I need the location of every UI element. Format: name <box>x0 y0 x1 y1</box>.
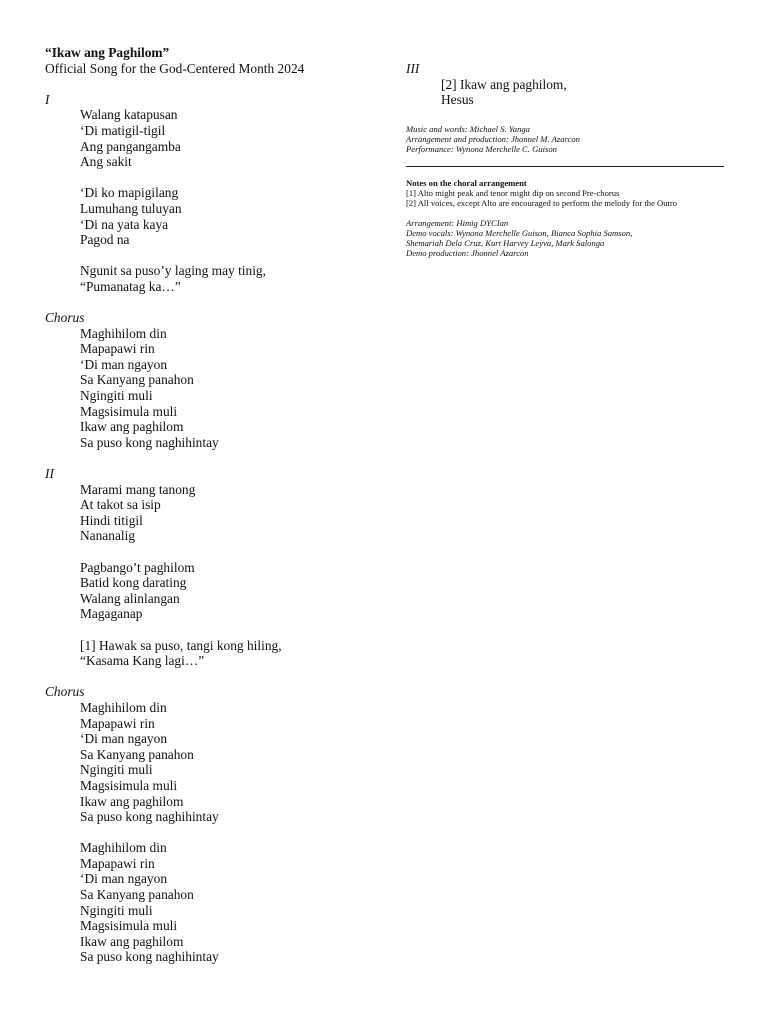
notes-title: Notes on the choral arrangement <box>406 177 527 188</box>
lyric-line: Maghihilom din <box>80 699 167 715</box>
lyric-line: Sa puso kong naghihintay <box>80 809 219 825</box>
lyric-line: Magsisimula muli <box>80 918 178 934</box>
credit-line: Arrangement and production: Jhonnel M. Azarcon <box>406 133 580 144</box>
lyric-line: Ngingiti muli <box>80 762 153 778</box>
lyric-line: Lumuhang tuluyan <box>80 200 182 216</box>
section-label: II <box>45 466 54 482</box>
lyrics-sections <box>45 92 385 965</box>
stanza <box>80 185 385 247</box>
demo-credit-line: Demo production: Jhonnel Azarcon <box>406 247 529 258</box>
note-item: [2] All voices, except Alto are encouraged to perform the melody for the Outro <box>406 197 678 208</box>
lyric-line: Maghihilom din <box>80 840 167 856</box>
lyrics-left-column <box>45 45 385 965</box>
lyric-line: Magaganap <box>80 606 143 622</box>
lyric-line: Pagod na <box>80 232 130 248</box>
lyric-line: Mapapawi rin <box>80 715 155 731</box>
lyric-line: Magsisimula muli <box>80 777 178 793</box>
lyric-line: Ngunit sa puso’y laging may tinig, <box>80 263 266 279</box>
section-label: Chorus <box>45 684 85 700</box>
lyric-line: Batid kong darating <box>80 575 187 591</box>
verse-iii <box>406 77 726 108</box>
note-item: [1] Alto might peak and tenor might dip on second Pre-chorus <box>406 187 620 198</box>
lyric-line: Ngingiti muli <box>80 388 153 404</box>
lyric-line: Marami mang tanong <box>80 481 196 497</box>
right-column <box>406 61 726 258</box>
lyric-line: At takot sa isip <box>80 497 161 513</box>
lyric-line: ‘Di man ngayon <box>80 871 168 887</box>
lyric-line: ‘Di na yata kaya <box>80 216 169 232</box>
lyric-line: Ang pangangamba <box>80 138 181 154</box>
demo-credits <box>406 218 726 258</box>
lyric-line: Walang alinlangan <box>80 590 180 606</box>
lyric-line: Ang sakit <box>80 154 132 170</box>
verse-block <box>45 107 385 294</box>
lyric-line: Sa Kanyang panahon <box>80 887 194 903</box>
lyric-line: Sa puso kong naghihintay <box>80 949 219 965</box>
lyric-line: Nananalig <box>80 528 136 544</box>
stanza <box>80 482 385 544</box>
lyric-line: Sa puso kong naghihintay <box>80 434 219 450</box>
song-title: “Ikaw ang Paghilom” <box>45 45 170 60</box>
lyric-line: Sa Kanyang panahon <box>80 746 194 762</box>
song-subtitle: Official Song for the God-Centered Month 2024 <box>45 60 305 76</box>
stanza <box>80 560 385 622</box>
lyric-line: “Kasama Kang lagi…” <box>80 653 205 669</box>
demo-credit-line: Arrangement: Himig DYCIan <box>406 217 509 228</box>
lyric-line: “Pumanatag ka…” <box>80 278 181 294</box>
section-label: I <box>45 91 50 107</box>
lyric-line: Ikaw ang paghilom <box>80 933 184 949</box>
demo-credit-line: Shemariah Dela Cruz, Kurt Harvey Leyva, Mark Salonga <box>406 237 605 248</box>
demo-credit-line: Demo vocals: Wynona Merchelle Guison, Bianca Sophia Samson, <box>406 227 633 238</box>
lyric-line: ‘Di ko mapigilang <box>80 185 179 201</box>
credit-line: Performance: Wynona Merchelle C. Guison <box>406 143 557 154</box>
verse-block <box>45 482 385 669</box>
lyric-line: [1] Hawak sa puso, tangi kong hiling, <box>80 637 282 653</box>
lyric-line: Sa Kanyang panahon <box>80 372 194 388</box>
lyric-line: Mapapawi rin <box>80 341 155 357</box>
lyric-line: Hesus <box>441 92 474 108</box>
stanza <box>80 107 385 169</box>
lyric-line: ‘Di man ngayon <box>80 731 168 747</box>
lyric-line: Ngingiti muli <box>80 902 153 918</box>
stanza <box>80 700 385 825</box>
section-label: Chorus <box>45 310 85 326</box>
verse-block <box>45 700 385 965</box>
lyric-line: Pagbango’t paghilom <box>80 559 195 575</box>
stanza <box>80 840 385 965</box>
song-credits <box>406 124 726 154</box>
lyric-line: ‘Di man ngayon <box>80 356 168 372</box>
lyric-line: Hindi titigil <box>80 512 143 528</box>
lyric-line: ‘Di matigil-tigil <box>80 122 166 138</box>
credit-line: Music and words: Michael S. Yanga <box>406 123 530 134</box>
stanza <box>80 638 385 669</box>
lyric-line: Walang katapusan <box>80 107 178 123</box>
stanza <box>80 263 385 294</box>
lyric-line: Mapapawi rin <box>80 855 155 871</box>
lyric-line: Magsisimula muli <box>80 403 178 419</box>
arrangement-notes <box>406 178 726 208</box>
stanza <box>80 326 385 451</box>
lyric-line: Ikaw ang paghilom <box>80 793 184 809</box>
divider <box>406 166 724 167</box>
lyric-line: Ikaw ang paghilom <box>80 419 184 435</box>
lyric-line: Maghihilom din <box>80 325 167 341</box>
lyric-line: [2] Ikaw ang paghilom, <box>441 76 567 92</box>
verse-block <box>45 326 385 451</box>
section-label-iii: III <box>406 61 420 76</box>
